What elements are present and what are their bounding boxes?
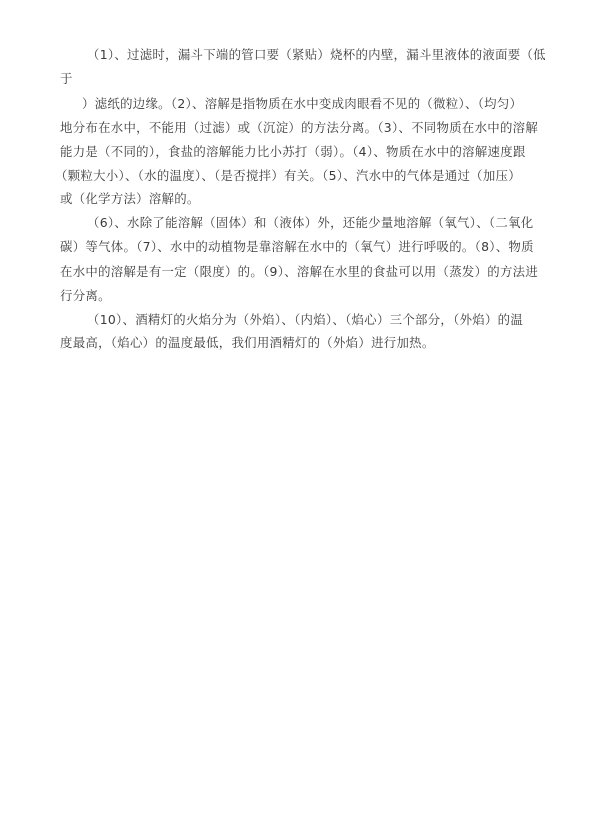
text-line: （10）、酒精灯的火焰分为（外焰）、（内焰）、（焰心）三个部分，（外焰）的温 xyxy=(87,312,524,327)
text-line: ）滤纸的边缘。（2）、溶解是指物质在水中变成肉眼看不见的（微粒）、（均匀） xyxy=(82,96,523,111)
text-line: （6）、水除了能溶解（固体）和（液体）外，还能少量地溶解（氧气）、（二氧化 xyxy=(87,215,534,230)
text-line: 地分布在水中，不能用（过滤）或（沉淀）的方法分离。（3）、不同物质在水中的溶解 xyxy=(60,120,539,135)
text-line: 于 xyxy=(60,71,73,86)
text-line: 行分离。 xyxy=(60,288,111,303)
text-line: 在水中的溶解是有一定（限度）的。（9）、溶解在水里的食盐可以用（蒸发）的方法进 xyxy=(60,264,539,279)
text-line: 度最高，（焰心）的温度最低，我们用酒精灯的（外焰）进行加热。 xyxy=(60,335,435,350)
text-line: 或（化学方法）溶解的。 xyxy=(60,191,200,206)
text-line: 碳）等气体。（7）、水中的动植物是靠溶解在水中的（氧气）进行呼吸的。（8）、物质 xyxy=(60,239,534,254)
text-line: 能力是（不同的），食盐的溶解能力比小苏打（弱）。（4）、物质在水中的溶解速度跟 xyxy=(60,144,526,159)
text-line: （1）、过滤时，漏斗下端的管口要（紧贴）烧杯的内壁，漏斗里液体的液面要（低 xyxy=(87,47,546,62)
text-line: （颗粒大小）、（水的温度）、（是否搅拌）有关。（5）、汽水中的气体是通过（加压） xyxy=(55,168,521,183)
